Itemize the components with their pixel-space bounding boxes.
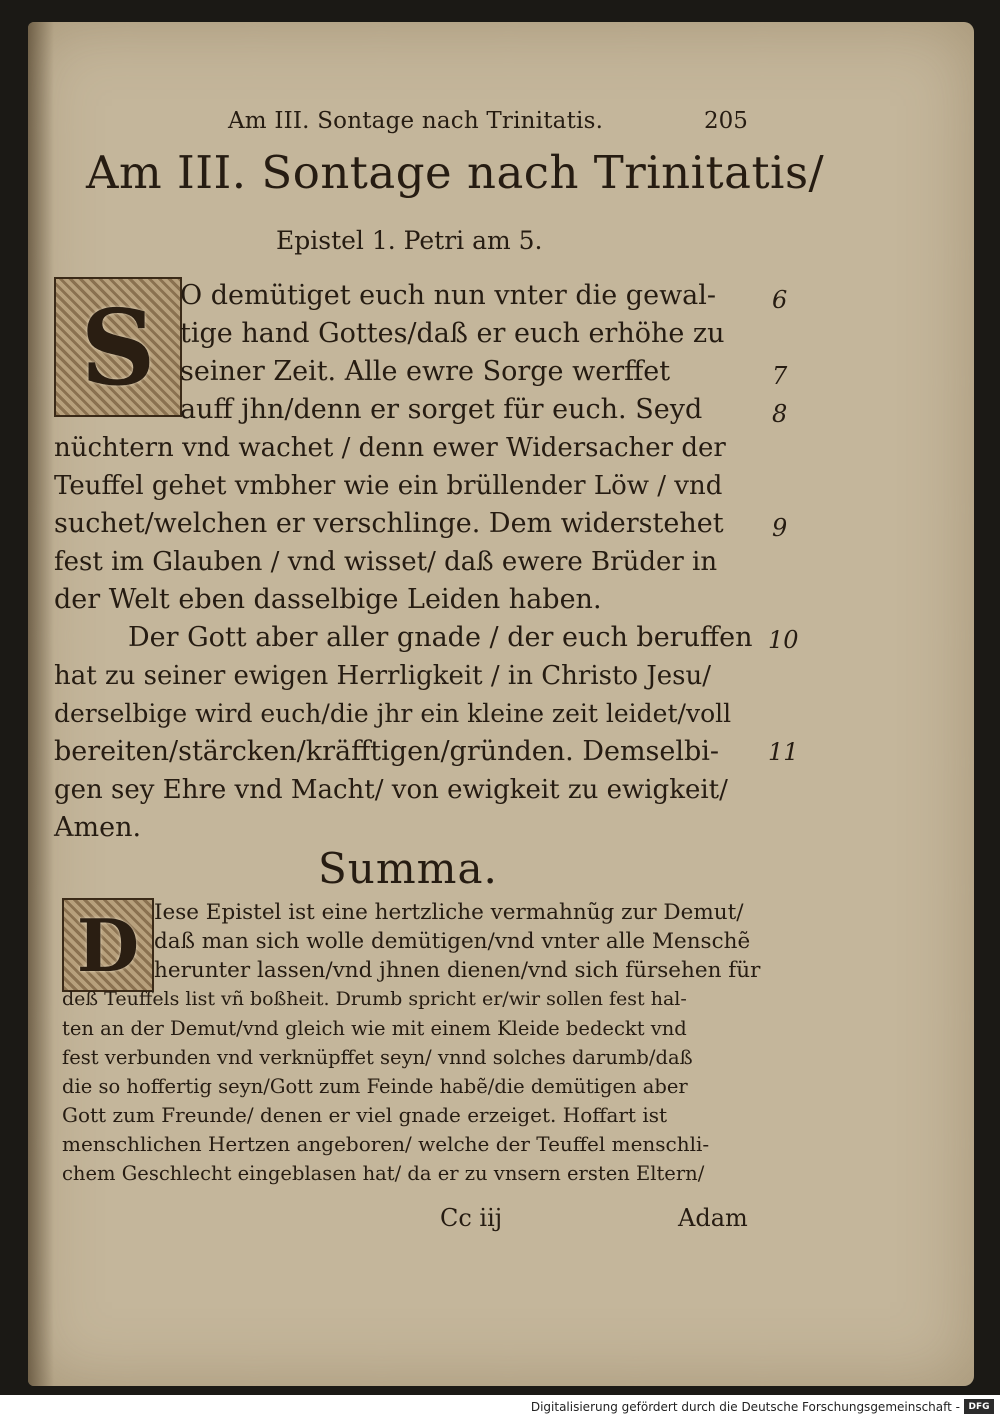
book-page [28,22,974,1386]
summa-line: menschlichen Hertzen angeboren/ welche der Teuffel menschli- [62,1132,710,1156]
summa-line: Iese Epistel ist eine hertzliche vermahnũg zur Demut/ [154,900,744,925]
summa-line: chem Geschlecht eingeblasen hat/ da er zu vnsern ersten Eltern/ [62,1162,705,1185]
epistle-line: suchet/welchen er verschlinge. Dem widerstehet [54,508,724,539]
verse-number: 6 [772,286,788,314]
epistle-line: auff jhn/denn er sorget für euch. Seyd [180,394,703,425]
epistle-line: gen sey Ehre vnd Macht/ von ewigkeit zu ewigkeit/ [54,775,728,805]
running-head: Am III. Sontage nach Trinitatis. [228,108,604,134]
footer-credit-text: Digitalisierung gefördert durch die Deutsche Forschungsgemeinschaft - [530,1400,960,1414]
initial-d-letter: D [76,902,140,988]
summa-line: fest verbunden vnd verknüpffet seyn/ vnnd solches darumb/daß [62,1046,693,1069]
summa-line: Gott zum Freunde/ denen er viel gnade erzeiget. Hoffart ist [62,1103,668,1127]
catchword: Adam [678,1204,748,1232]
decorated-initial-d [62,898,154,992]
epistle-line: derselbige wird euch/die jhr ein kleine zeit leidet/voll [54,699,732,728]
epistle-line: Amen. [54,812,142,843]
page-number: 205 [704,108,748,134]
verse-number: 8 [772,400,788,428]
summa-line: herunter lassen/vnd jhnen dienen/vnd sich fürsehen für [154,958,761,983]
signature-mark: Cc iij [440,1204,503,1232]
summa-heading: Summa. [318,844,498,893]
epistle-line: nüchtern vnd wachet / denn ewer Widersacher der [54,433,726,463]
initial-s-letter: S [80,285,156,409]
page-title: Am III. Sontage nach Trinitatis/ [86,146,825,199]
verse-number: 11 [768,738,799,766]
page-spine-shadow [28,22,54,1386]
epistle-line: hat zu seiner ewigen Herrligkeit / in Christo Jesu/ [54,661,711,691]
epistle-line: der Welt eben dasselbige Leiden haben. [54,584,602,615]
summa-line: die so hoffertig seyn/Gott zum Feinde habẽ/die demütigen aber [62,1075,688,1098]
summa-line: ten an der Demut/vnd gleich wie mit einem Kleide bedeckt vnd [62,1017,687,1040]
digitization-footer [0,1396,1000,1418]
epistle-line: Teuffel gehet vmbher wie ein brüllender Löw / vnd [54,471,723,501]
decorated-initial-s [54,277,182,417]
epistle-line: Der Gott aber aller gnade / der euch beruffen [128,622,753,653]
epistle-subtitle: Epistel 1. Petri am 5. [276,226,543,255]
epistle-line: seiner Zeit. Alle ewre Sorge werffet [180,356,671,387]
epistle-line: tige hand Gottes/daß er euch erhöhe zu [180,318,725,349]
epistle-line: fest im Glauben / vnd wisset/ daß ewere Brüder in [54,547,718,577]
verse-number: 9 [772,514,788,542]
epistle-line: bereiten/stärcken/kräfftigen/gründen. Demselbi- [54,736,720,767]
dfg-logo: DFG [964,1399,994,1414]
epistle-line: O demütiget euch nun vnter die gewal- [180,280,717,311]
summa-line: daß man sich wolle demütigen/vnd vnter alle Menschẽ [154,929,751,954]
verse-number: 7 [772,362,788,390]
summa-line: deß Teuffels list vñ boßheit. Drumb spricht er/wir sollen fest hal- [62,988,687,1010]
verse-number: 10 [768,626,799,654]
